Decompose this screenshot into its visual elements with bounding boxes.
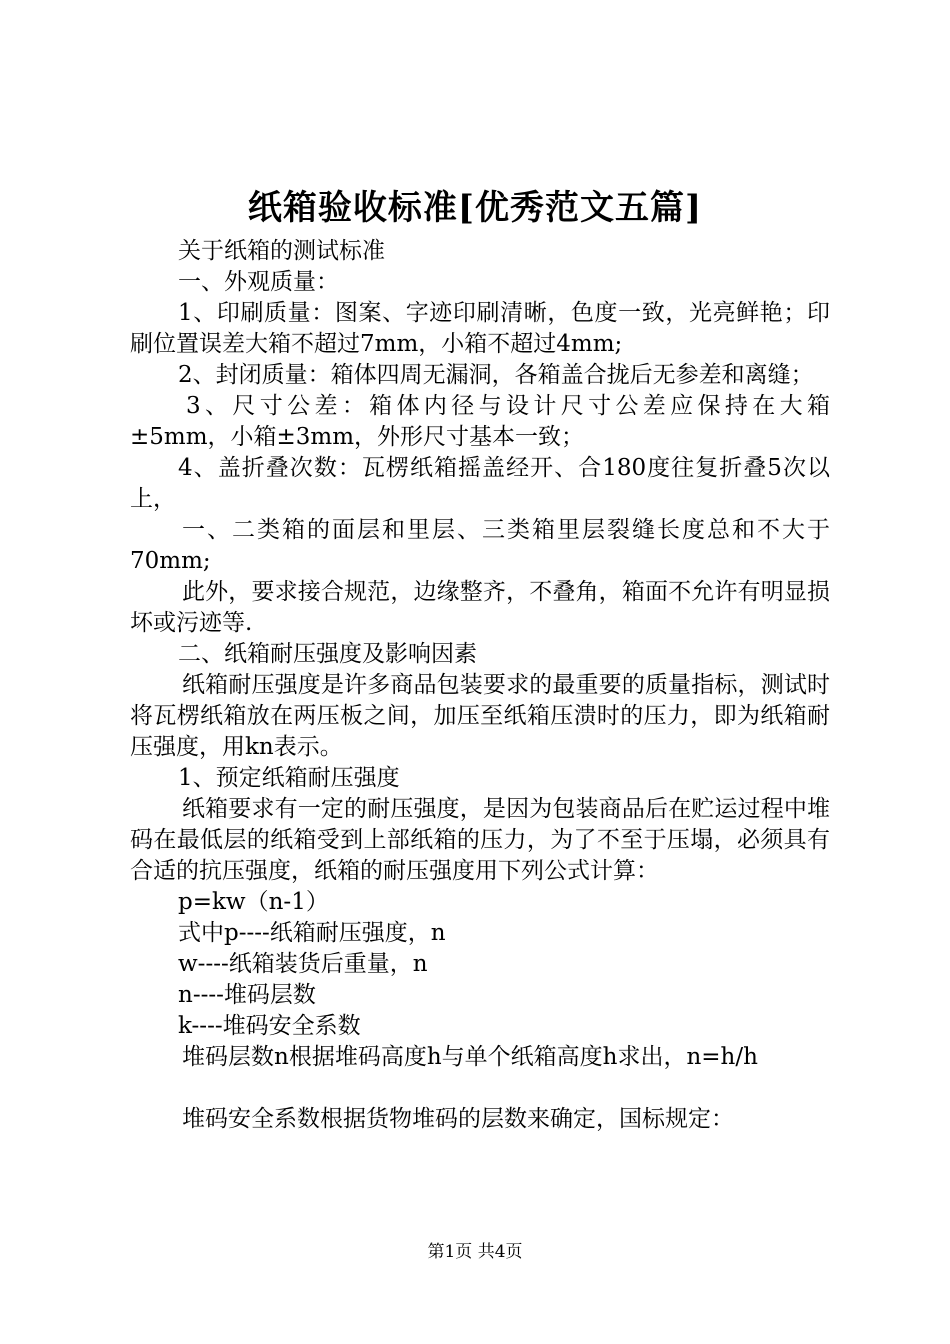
paragraph: 此外，要求接合规范，边缘整齐，不叠角，箱面不允许有明显损坏或污迹等. bbox=[130, 579, 830, 636]
document-title: 纸箱验收标准[优秀范文五篇] bbox=[247, 188, 703, 228]
paragraph: 4、盖折叠次数：瓦楞纸箱摇盖经开、合180度往复折叠5次以上， bbox=[130, 455, 830, 512]
page-number-footer: 第1页 共4页 bbox=[427, 1242, 523, 1262]
formula: p=kw（n-1） bbox=[178, 889, 329, 915]
blank-line bbox=[130, 1073, 830, 1104]
paragraph: 堆码层数n根据堆码高度h与单个纸箱高度h求出，n=h/h bbox=[182, 1044, 758, 1070]
paragraph: 关于纸箱的测试标准 bbox=[178, 238, 385, 264]
paragraph: 纸箱要求有一定的耐压强度，是因为包装商品后在贮运过程中堆码在最低层的纸箱受到上部纸箱的压力，为了不至于压塌，必须具有合适的抗压强度，纸箱的耐压强度用下列公式计算： bbox=[130, 796, 830, 884]
paragraph: 1、印刷质量：图案、字迹印刷清晰，色度一致，光亮鲜艳；印刷位置误差大箱不超过7mm，小箱不超过4mm; bbox=[130, 300, 830, 357]
paragraph: 一、二类箱的面层和里层、三类箱里层裂缝长度总和不大于70mm; bbox=[130, 517, 830, 574]
subsection-heading: 1、预定纸箱耐压强度 bbox=[178, 765, 400, 791]
paragraph: 纸箱耐压强度是许多商品包装要求的最重要的质量指标，测试时将瓦楞纸箱放在两压板之间，加压至纸箱压溃时的压力，即为纸箱耐压强度，用kn表示。 bbox=[130, 672, 830, 760]
formula-legend: w----纸箱装货后重量，n bbox=[178, 951, 428, 977]
paragraph: 2、封闭质量：箱体四周无漏洞，各箱盖合拢后无参差和离缝； bbox=[178, 362, 814, 388]
formula-legend: 式中p----纸箱耐压强度，n bbox=[178, 920, 446, 946]
formula-legend: n----堆码层数 bbox=[178, 982, 316, 1008]
document-body bbox=[130, 236, 830, 1135]
paragraph: 堆码安全系数根据货物堆码的层数来确定，国标规定： bbox=[182, 1106, 734, 1132]
paragraph: 3、尺寸公差：箱体内径与设计尺寸公差应保持在大箱±5mm，小箱±3mm，外形尺寸基本一致； bbox=[130, 393, 830, 450]
formula-legend: k----堆码安全系数 bbox=[178, 1013, 361, 1039]
section-heading: 一、外观质量： bbox=[178, 269, 339, 295]
section-heading: 二、纸箱耐压强度及影响因素 bbox=[178, 641, 477, 667]
